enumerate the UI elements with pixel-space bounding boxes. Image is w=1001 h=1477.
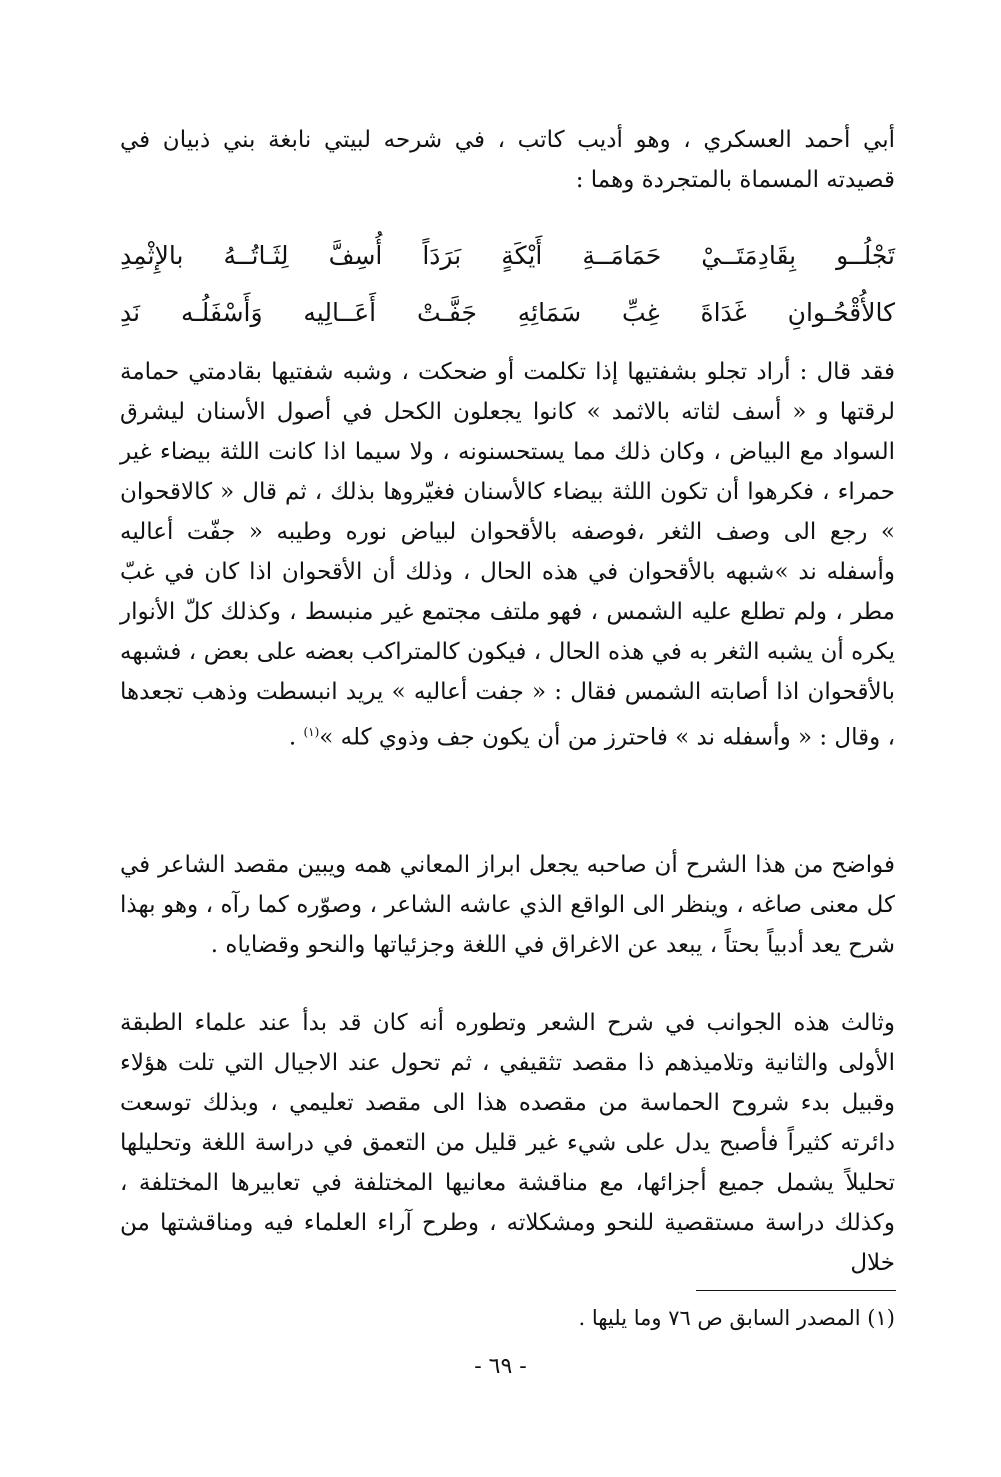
verse-word: جَفَّـتْ [416,297,477,327]
verse-word: بِقَادِمَتَــيْ [701,240,797,270]
page-number: - ٦٩ - [474,1354,527,1379]
verse-word: سَمَائِهِ [517,297,582,327]
verse-word: أُسِفَّ [328,240,383,270]
verse-word: لِثَـاتُــهُ [223,240,289,270]
verse-word: نَدِ [120,297,141,327]
verse-word: تَجْلُــو [836,240,895,270]
verse-word: بَرَدَاً [422,240,462,270]
verse-line-2 [120,287,895,337]
paragraph-analysis: فواضح من هذا الشرح أن صاحبه يجعل ابراز المعاني همه ويبين مقصد الشاعر في كل معنى صاغه ، وينظر الى الواقع الذي عاشه الشاعر ، وصوّره كما رآه ، وهو بهذا شرح يعد أدبياً بحتاً ، يبعد عن الاغراق في اللغة وجزئياتها والنحو وقضاياه . [120,852,895,958]
paragraph-text: فقد قال : أراد تجلو بشفتيها إذا تكلمت أو ضحكت ، وشبه شفتيها بقادمتي حمامة لرقتها و « أسف لثاته بالاثمد » كانوا يجعلون الكحل في أصول الأسنان ليشرق السواد مع البياض ، وكان ذلك مما يستحسنونه ، ولا سيما اذا كانت اللثة بيضاء غير حمراء ، فكرهوا أن تكون اللثة بيضاء كالأسنان فغيّروها بذلك ، ثم قال « كالاقحوان » رجع الى وصف الثغر ،فوصفه بالأقحوان لبياض نوره وطيبه « جفّت أعاليه وأسفله ند »شبهه بالأقحوان في هذه الحال ، وذلك أن الأقحوان اذا كان في غبّ مطر ، ولم تطلع عليه الشمس ، فهو ملتف مجتمع غير منبسط ، وكذلك كلّ الأنوار يكره أن يشبه الثغر به في هذه الحال ، فيكون كالمتراكب بعضه على بعض ، فشبهه بالأقحوان اذا أصابته الشمس فقال : « جفت أعاليه » يريد انبسطت وذهب تجعدها ، وقال : « وأسفله ند » فاحترز من أن يكون جف وذوي كله » [120,359,895,751]
footnote-reference: (١) [303,725,320,739]
verse-word: حَمَامَــةِ [582,240,662,270]
intro-paragraph: أبي أحمد العسكري ، وهو أديب كاتب ، في شرحه لبيتي نابغة بني ذبيان في قصيدته المسماة بالمتجردة وهما : [120,127,895,193]
verse-word: أَعَــالِيه [303,297,377,327]
verse-line-1 [120,230,895,280]
paragraph-end: . [288,724,304,751]
verse-word: وَأَسْفَلُـه [180,297,263,327]
verse-word: كالأُقْحُـوانِ [787,297,895,327]
verse-word: بالإِثْمِدِ [120,240,184,270]
verse-word: أَيْكَةٍ [501,240,543,270]
footnote: (١) المصدر السابق ص ٧٦ وما يليها . [578,1306,895,1330]
paragraph-commentary [120,352,895,758]
footnote-divider [696,1290,896,1291]
verse-word: غِبِّ [622,297,660,327]
paragraph-third-aspect: وثالث هذه الجوانب في شرح الشعر وتطوره أنه كان قد بدأ عند علماء الطبقة الأولى والثانية وتلاميذهم ذا مقصد تثقيفي ، ثم تحول عند الاجيال التي تلت هؤلاء وقبيل بدء شروح الحماسة من مقصده هذا الى مقصد تعليمي ، وبذلك توسعت دائرته كثيراً فأصبح يدل على شيء غير قليل من التعمق في دراسة اللغة وتحليلها تحليلاً يشمل جميع أجزائها، مع مناقشة معانيها المختلفة في تعابيرها المختلفة ، وكذلك دراسة مستقصية للنحو ومشكلاته ، وطرح آراء العلماء فيه ومناقشتها من خلال [120,1010,895,1276]
verse-word: غَدَاةَ [700,297,747,327]
